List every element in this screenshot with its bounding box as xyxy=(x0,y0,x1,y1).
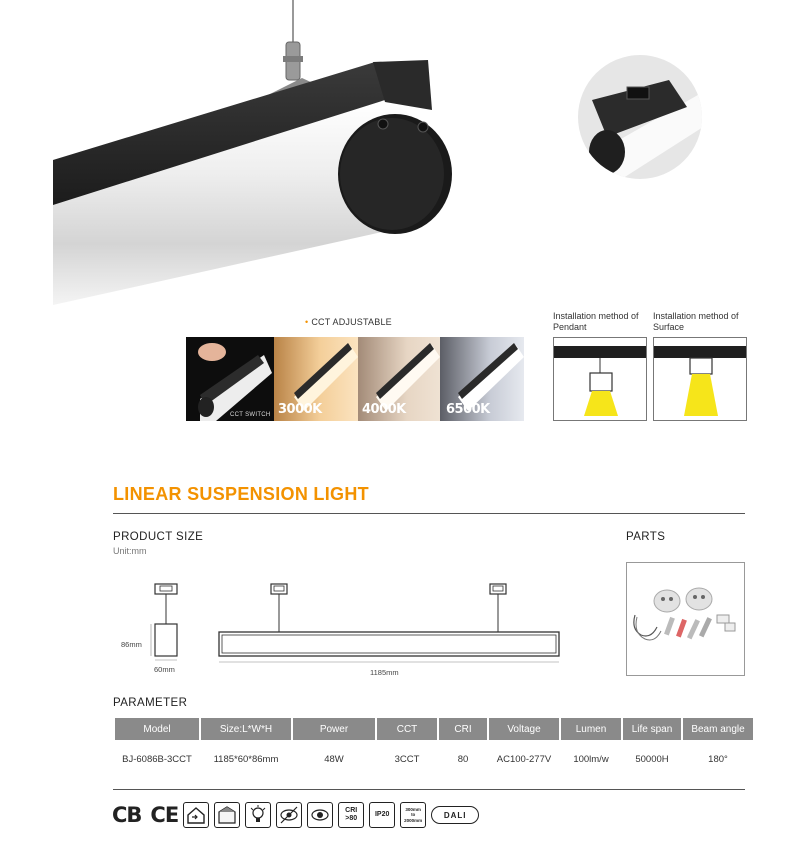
cct-adjustable-title: • CCT ADJUSTABLE xyxy=(305,317,392,327)
product-size-title: PRODUCT SIZE xyxy=(113,531,204,543)
cct-3000k-panel xyxy=(274,337,358,421)
parts-title: PARTS xyxy=(626,531,666,543)
bullet-dot-icon: • xyxy=(305,317,309,327)
header-beam-angle: Beam angle xyxy=(683,718,753,740)
parameter-table xyxy=(113,718,755,774)
cri-badge-top: CRI xyxy=(345,807,358,814)
length-range-bottom: 2000mm xyxy=(404,817,423,823)
cct-4000k-label: 4000K xyxy=(362,402,406,417)
length-range-top: 300mm xyxy=(405,806,421,812)
cct-6500k-label: 6500K xyxy=(446,402,490,417)
cct-switch-panel xyxy=(186,337,274,421)
certification-row xyxy=(112,800,479,830)
ce-mark-icon: CE xyxy=(150,803,179,827)
hand-switch-image xyxy=(186,337,274,421)
cell-size: 1185*60*86mm xyxy=(213,753,279,765)
no-flicker-icon xyxy=(276,802,302,828)
width-dimension: 60mm xyxy=(154,665,175,674)
pendant-install-diagram xyxy=(553,337,647,421)
surface-install-icon xyxy=(654,338,747,421)
cct-4000k-panel xyxy=(358,337,440,421)
header-cct: CCT xyxy=(377,718,437,740)
header-cri: CRI xyxy=(439,718,487,740)
cct-strip xyxy=(186,337,524,421)
pendant-install-icon xyxy=(554,338,647,421)
dali-label: DALI xyxy=(443,810,467,820)
cri-badge-icon xyxy=(338,802,364,828)
eye-protection-icon xyxy=(307,802,333,828)
product-size-unit: Unit:mm xyxy=(113,546,147,556)
title-divider xyxy=(113,513,745,514)
length-range-icon xyxy=(400,802,426,828)
cell-cri: 80 xyxy=(457,753,469,765)
ip-rating-icon xyxy=(369,802,395,828)
header-size: Size:L*W*H xyxy=(201,718,291,740)
parts-image xyxy=(626,562,745,676)
product-title: LINEAR SUSPENSION LIGHT xyxy=(113,484,369,504)
lamp-bulb-icon xyxy=(245,802,271,828)
cell-beam-angle: 180° xyxy=(708,753,728,765)
cell-model: BJ-6086B-3CCT xyxy=(122,753,192,765)
header-power: Power xyxy=(293,718,375,740)
dali-logo-icon xyxy=(431,806,479,824)
length-dimension: 1185mm xyxy=(370,668,399,677)
parts-kit-icon xyxy=(627,563,744,675)
cb-mark-icon: CB xyxy=(112,803,142,827)
cell-voltage: AC100-277V xyxy=(496,753,552,765)
cell-cct: 3CCT xyxy=(394,753,420,765)
parameter-header-row xyxy=(115,718,753,740)
header-life-span: Life span xyxy=(623,718,681,740)
parameter-title: PARAMETER xyxy=(113,697,188,709)
hero-product-image xyxy=(40,0,460,310)
cct-3000k-label: 3000K xyxy=(278,402,322,417)
cell-power: 48W xyxy=(324,753,344,765)
cell-lumen: 100lm/w xyxy=(573,753,609,765)
indoor-use-icon xyxy=(183,802,209,828)
cri-badge-bottom: >80 xyxy=(345,815,358,822)
header-lumen: Lumen xyxy=(561,718,621,740)
height-dimension: 86mm xyxy=(121,640,142,649)
header-voltage: Voltage xyxy=(489,718,559,740)
table-row xyxy=(115,740,753,774)
end-cap-detail-image xyxy=(577,52,703,182)
ip-rating-label: IP20 xyxy=(374,811,390,818)
length-range-mid: to xyxy=(411,812,416,818)
pendant-install-label: Installation method of Pendant xyxy=(553,311,639,332)
product-size-drawing xyxy=(113,578,583,680)
bottom-divider xyxy=(113,789,745,790)
surface-install-diagram xyxy=(653,337,747,421)
cct-switch-label: CCT SWITCH xyxy=(230,412,271,418)
header-model: Model xyxy=(115,718,199,740)
ceiling-mount-icon xyxy=(214,802,240,828)
surface-install-label: Installation method of Surface xyxy=(653,311,739,332)
cell-life-span: 50000H xyxy=(635,753,669,765)
cct-6500k-panel xyxy=(440,337,524,421)
